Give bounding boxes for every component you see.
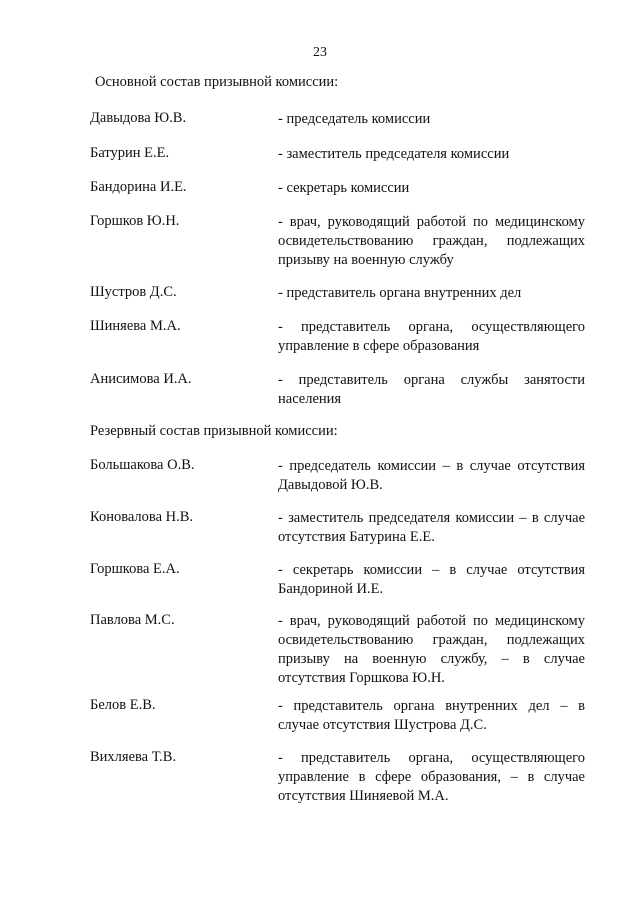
member-name: Давыдова Ю.В. <box>90 110 187 126</box>
member-role: - представитель органа, осуществляющего управление в сфере образования, – в случае отсутствия Шиняевой М.А. <box>278 750 585 804</box>
member-name: Батурин Е.Е. <box>90 145 170 161</box>
reserve-heading: Резервный состав призывной комиссии: <box>90 423 338 439</box>
member-name: Павлова М.С. <box>90 612 175 628</box>
member-name: Вихляева Т.В. <box>90 749 177 765</box>
member-name: Шустров Д.С. <box>90 284 177 300</box>
member-name: Большакова О.В. <box>90 457 195 473</box>
member-name: Коновалова Н.В. <box>90 509 194 525</box>
member-name: Шиняева М.А. <box>90 318 181 334</box>
page-number: 23 <box>313 45 327 60</box>
member-role: - врач, руководящий работой по медицинскому освидетельствованию граждан, подлежащих призыву на военную службу, – в случае отсутствия Горшкова Ю.Н. <box>278 613 585 686</box>
member-name: Горшкова Е.А. <box>90 561 180 577</box>
member-role: - заместитель председателя комиссии <box>278 146 510 162</box>
member-role: - председатель комиссии – в случае отсутствия Давыдовой Ю.В. <box>278 458 585 493</box>
member-role: - председатель комиссии <box>278 111 431 127</box>
member-role: - представитель органа службы занятости населения <box>278 372 585 407</box>
member-role: - секретарь комиссии <box>278 180 410 196</box>
member-role: - заместитель председателя комиссии – в случае отсутствия Батурина Е.Е. <box>278 510 585 545</box>
member-role: - представитель органа, осуществляющего управление в сфере образования <box>278 319 585 354</box>
member-role: - врач, руководящий работой по медицинскому освидетельствованию граждан, подлежащих призыву на военную службу <box>278 214 585 268</box>
member-name: Белов Е.В. <box>90 697 156 713</box>
member-role: - представитель органа внутренних дел – в случае отсутствия Шустрова Д.С. <box>278 698 585 733</box>
member-role: - секретарь комиссии – в случае отсутствия Бандориной И.Е. <box>278 562 585 597</box>
member-name: Бандорина И.Е. <box>90 179 187 195</box>
member-name: Горшков Ю.Н. <box>90 213 180 229</box>
main-heading: Основной состав призывной комиссии: <box>95 74 339 90</box>
member-name: Анисимова И.А. <box>90 371 192 387</box>
member-role: - представитель органа внутренних дел <box>278 285 522 301</box>
